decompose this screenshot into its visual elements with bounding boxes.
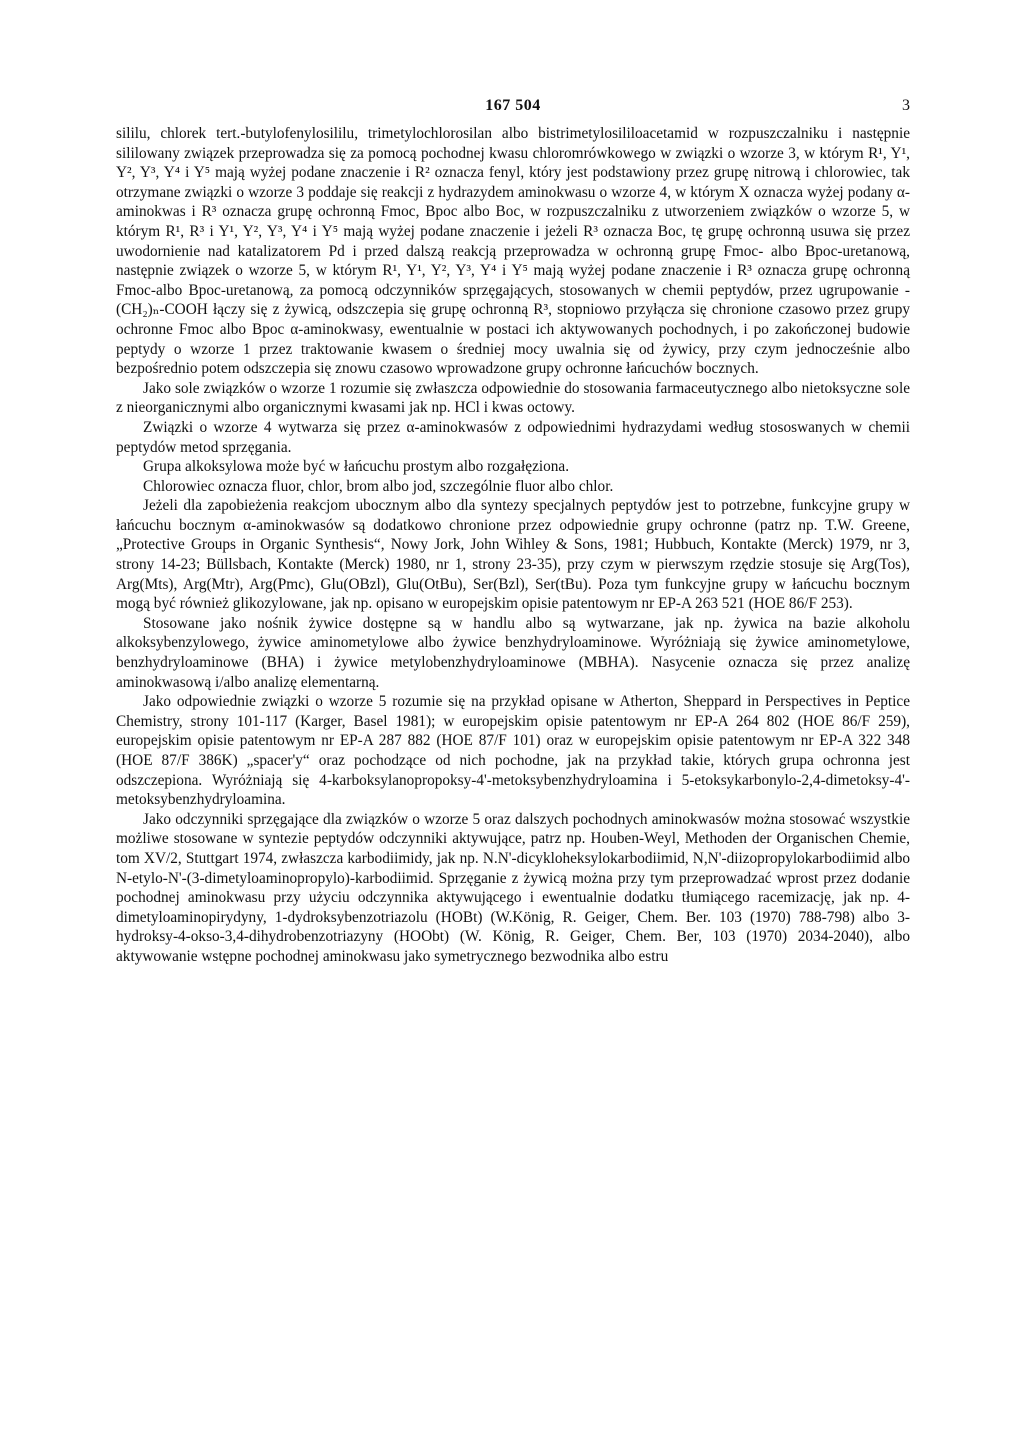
patent-number: 167 504 — [485, 97, 541, 114]
paragraph-protective-groups: Jeżeli dla zapobieżenia reakcjom ubocznym albo dla syntezy specjalnych peptydów jest to potrzebne, funkcyjne grupy w łańcuchu bocznym α-aminokwasów są dodatkowo chronione przez odpowiednie grupy ochronne (patrz np. T.W. Greene, „Protective Groups in Organic Synthesis“, Nowy Jork, John Wihley & Sons, 1981; Hubbuch, Kontakte (Merck) 1979, nr 3, strony 14-23; Büllsbach, Kontakte (Merck) 1980, nr 1, strony 23-35), przy czym w pierwszym rzędzie stosuje się Arg(Tos), Arg(Mts), Arg(Mtr), Arg(Pmc), Glu(OBzl), Glu(OtBu), Ser(Bzl), Ser(tBu). Poza tym funkcyjne grupy w łańcuchu bocznym mogą być również glikozylowane, jak np. opisano w europejskim opisie patentowym nr EP-A 263 521 (HOE 86/F 253). — [116, 497, 910, 613]
paragraph-coupling-reagents: Jako odczynniki sprzęgające dla związków o wzorze 5 oraz dalszych pochodnych aminokwasów można stosować wszystkie możliwe stosowane w syntezie peptydów odczynniki aktywujące, patrz np. Houben-Weyl, Methoden der Organischen Chemie, tom XV/2, Stuttgart 1974, zwłaszcza karbodiimidy, jak np. N.N'-dicykloheksylokarbodiimid, N,N'-diizopropylokarbodiimid albo N-etylo-N'-(3-dimetyloaminopropylo)-karbodiimid. Sprzęganie z żywicą można przy tym przeprowadzać wprost przez dodanie pochodnej aminokwasu przy użyciu odczynnika aktywującego i ewentualnie dodatku tłumiącego racemizację, jak np. 4-dimetyloaminopirydyny, 1-dydroksybenzotriazolu (HOBt) (W.König, R. Geiger, Chem. Ber. 103 (1970) 788-798) albo 3-hydroksy-4-okso-3,4-dihydrobenzotriazyny (HOObt) (W. König, R. Geiger, Chem. Ber, 103 (1970) 2034-2040), albo aktywowanie wstępne pochodnej aminokwasu jako symetrycznego bezwodnika albo estru — [116, 810, 910, 965]
body-text — [116, 124, 910, 967]
paragraph-resins: Stosowane jako nośnik żywice dostępne są w handlu albo są wytwarzane, jak np. żywica na bazie alkoholu alkoksybenzylowego, żywice aminometylowe albo żywice benzhydryloaminowe. Wyróżniają się żywice aminometylowe, benzhydryloaminowe (BHA) i żywice metylobenzhydryloaminowe (MBHA). Nasycenie oznacza się przez analizę aminokwasową i/albo analizę elementarną. — [116, 614, 910, 691]
paragraph-continuation: sililu, chlorek tert.-butylofenylosililu, trimetylochlorosilan albo bistrimetylosililoacetamid w rozpuszczalniku i następnie sililowany związek przeprowadza się za pomocą pochodnej kwasu chloromrówkowego w związki o wzorze 3, w którym R¹, Y¹, Y², Y³, Y⁴ i Y⁵ mają wyżej podane znaczenie i R² oznacza fenyl, który jest podstawiony przez grupę nitrową i chlorowiec, tak otrzymane związki o wzorze 3 poddaje się reakcji z hydrazydem aminokwasu o wzorze 4, w którym X oznacza wyżej podany α-aminokwas i R³ oznacza grupę ochronną Fmoc, Bpoc albo Boc, w rozpuszczalniku z utworzeniem związków o wzorze 5, w którym R¹, R³ i Y¹, Y², Y³, Y⁴ i Y⁵ mają wyżej podane znaczenie i jeżeli R³ oznacza Boc, tę grupę ochronną usuwa się przez uwodornienie nad katalizatorem Pd i przed dalszą reakcją przeprowadza w ochronną grupę Fmoc- albo Bpoc-uretanową, następnie związek o wzorze 5, w którym R¹, Y¹, Y², Y³, Y⁴ i Y⁵ mają wyżej podane znaczenie i R³ oznacza grupę ochronną Fmoc-albo Bpoc-uretanową, za pomocą odczynników sprzęgających, stosowanych w chemii peptydów, przez ugrupowanie -(CH₂)ₙ-COOH łączy się z żywicą, odszczepia się grupę ochronną R³, stopniowo przyłącza się chronione czasowo przez grupy ochronne Fmoc albo Bpoc α-aminokwasy, ewentualnie w postaci ich aktywowanych pochodnych, i po zakończonej budowie peptydy o wzorze 1 przez traktowanie kwasem o średniej mocy uwalnia się od żywicy, przy czym jednocześnie albo bezpośrednio potem odszczepia się znowu czasowo wprowadzone grupy ochronne łańcuchów bocznych. — [116, 125, 910, 378]
page-header — [116, 97, 910, 121]
paragraph-salts: Jako sole związków o wzorze 1 rozumie się zwłaszcza odpowiednie do stosowania farmaceutycznego albo nietoksyczne sole z nieorganicznymi albo organicznymi kwasami jak np. HCl i kwas octowy. — [116, 379, 910, 417]
paragraph-formula-4: Związki o wzorze 4 wytwarza się przez α-aminokwasów z odpowiednimi hydrazydami według stososwanych w chemii peptydów metod sprzęgania. — [116, 418, 910, 456]
paragraph-halogen: Chlorowiec oznacza fluor, chlor, brom albo jod, szczególnie fluor albo chlor. — [143, 477, 614, 495]
paragraph-alkoxy: Grupa alkoksylowa może być w łańcuchu prostym albo rozgałęziona. — [143, 458, 570, 476]
paragraph-formula-5: Jako odpowiednie związki o wzorze 5 rozumie się na przykład opisane w Atherton, Sheppard in Perspectives in Peptice Chemistry, strony 101-117 (Karger, Basel 1981); w europejskim opisie patentowym nr EP-A 264 802 (HOE 86/F 259), europejskim opisie patentowym nr EP-A 287 882 (HOE 87/F 101) oraz w europejskim opisie patentowym nr EP-A 322 348 (HOE 87/F 386K) „spacer'y“ oraz pochodzące od nich pochodne, jak na przykład takie, których grupa ochronna jest odszczepiona. Wyróżniają się 4-karboksylanopropoksy-4'-metoksybenzhydryloamina i 5-etoksykarbonylo-2,4-dimetoksy-4'-metoksybenzhydryloamina. — [116, 693, 910, 809]
page-number: 3 — [902, 97, 910, 114]
